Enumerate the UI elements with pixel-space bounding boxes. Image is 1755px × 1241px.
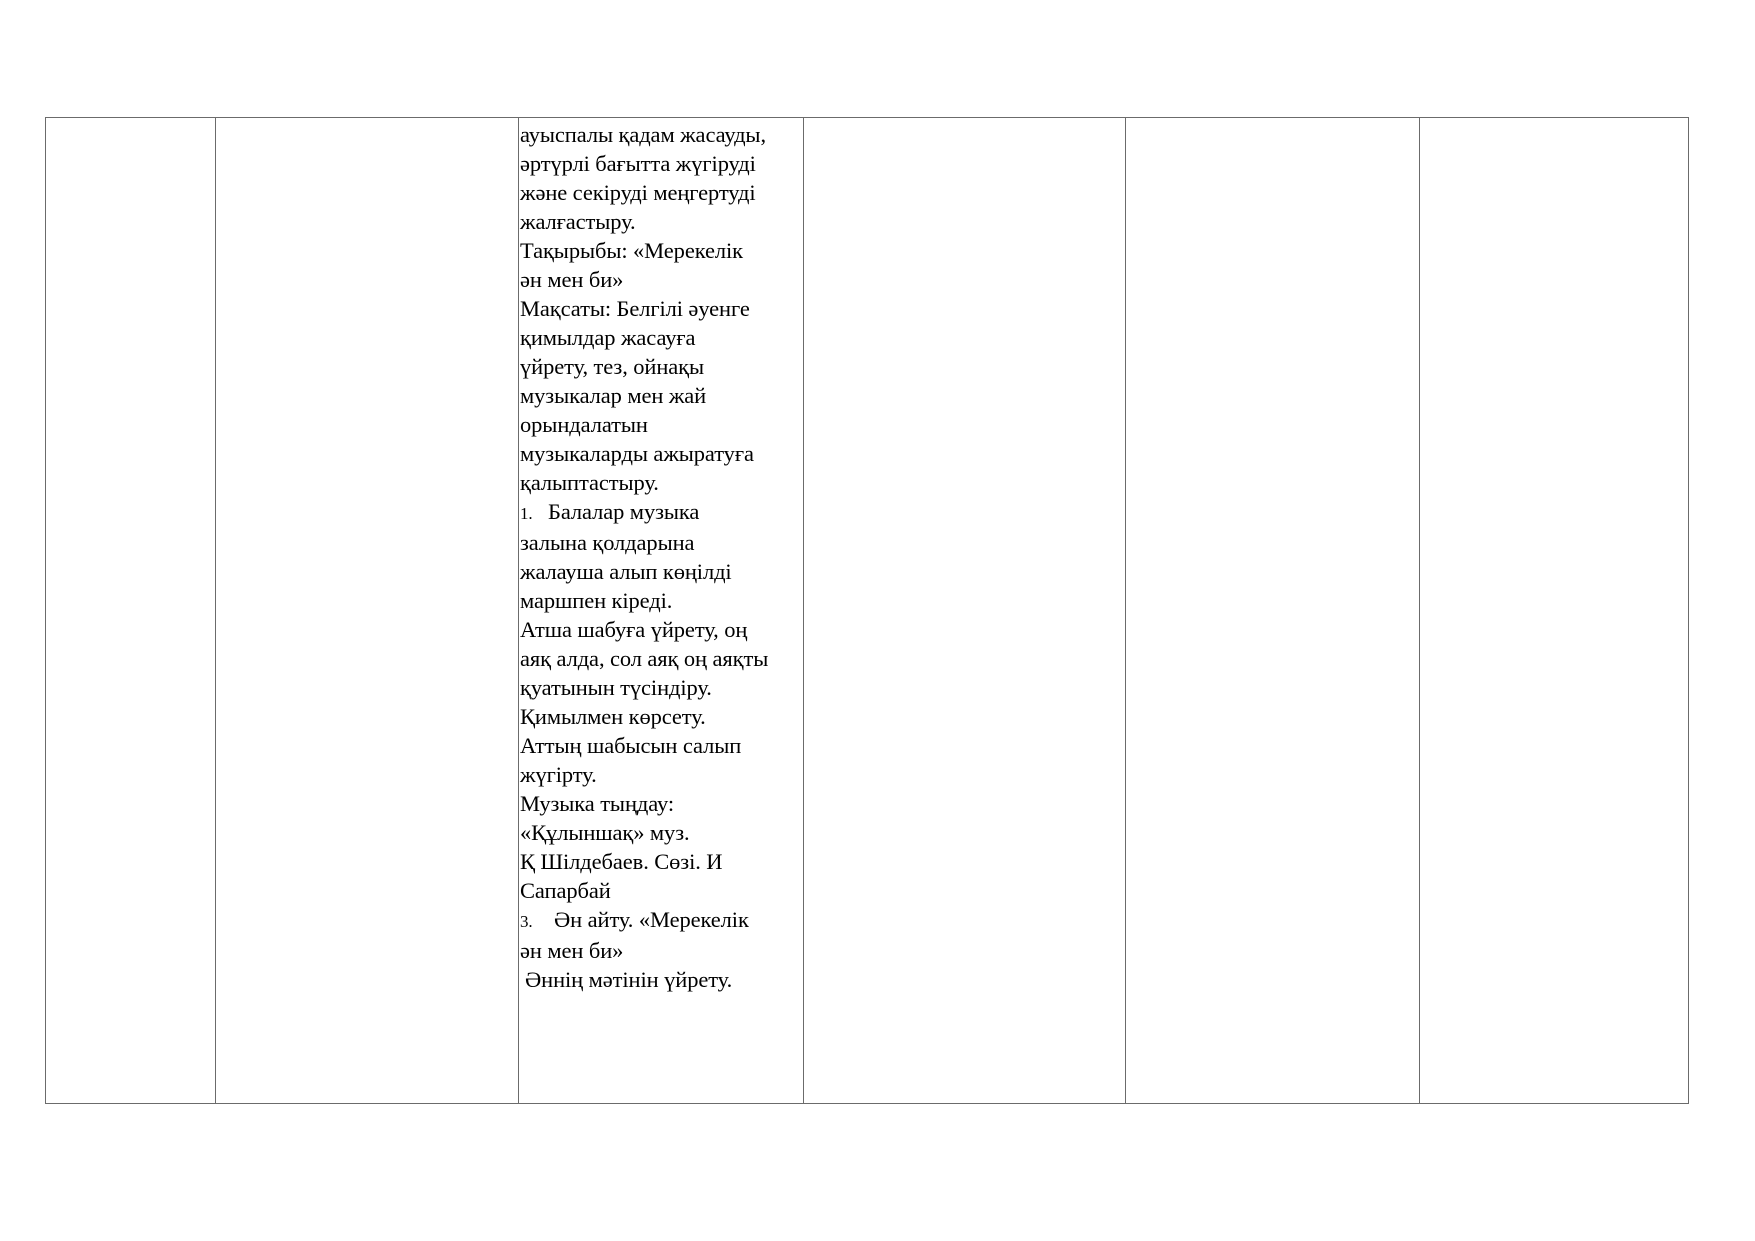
text-line: жүгірту. [520,762,597,787]
text-line: залына қолдарына [520,530,695,555]
text-line: ауыспалы қадам жасауды, [520,122,766,147]
text-line: Әннің мәтінін үйрету. [525,967,733,992]
goal-line: музыкаларды ажыратуға [520,441,754,466]
plan-table [45,117,1689,1104]
text-line: Аттың шабысын салып [520,733,742,758]
list-item-text: Ән айту. «Мерекелік [554,907,749,932]
table-cell-1 [46,118,216,1104]
list-item-1 [520,497,801,528]
text-line: және секіруді меңгертуді [520,180,756,205]
table-cell-5 [1126,118,1420,1104]
text-line: Музыка тыңдау: [520,791,674,816]
topic-line: Тақырыбы: «Мерекелік [520,238,743,263]
table-cell-6 [1420,118,1689,1104]
text-line: әртүрлі бағытта жүгіруді [520,151,756,176]
goal-line: музыкалар мен жай [520,383,707,408]
goal-line: үйрету, тез, ойнақы [520,354,705,379]
goal-line: Мақсаты: Белгілі әуенге [520,296,750,321]
lesson-text [519,118,803,994]
list-number: 3. [520,912,533,931]
text-line: қуатынын түсіндіру. [520,675,712,700]
text-line: «Құлыншақ» муз. [520,820,690,845]
table-cell-4 [804,118,1126,1104]
list-number: 1. [520,504,533,523]
goal-line: қимылдар жасауға [520,325,696,350]
list-item-3 [520,905,801,936]
list-item-text: Балалар музыка [548,499,700,524]
text-line: Қ Шілдебаев. Сөзі. И [520,849,723,874]
text-line: жалғастыру. [520,209,636,234]
table-row [46,118,1689,1104]
text-line: аяқ алда, сол аяқ оң аяқты [520,646,769,671]
text-line: жалауша алып көңілді [520,559,732,584]
text-line: маршпен кіреді. [520,588,673,613]
text-line: ән мен би» [520,938,624,963]
goal-line: қалыптастыру. [520,470,659,495]
table-cell-2 [216,118,519,1104]
text-line: Қимылмен көрсету. [520,704,706,729]
goal-line: орындалатын [520,412,648,437]
text-line: Атша шабуға үйрету, оң [520,617,748,642]
text-line: Сапарбай [520,878,611,903]
table-cell-3 [519,118,804,1104]
topic-line: ән мен би» [520,267,624,292]
